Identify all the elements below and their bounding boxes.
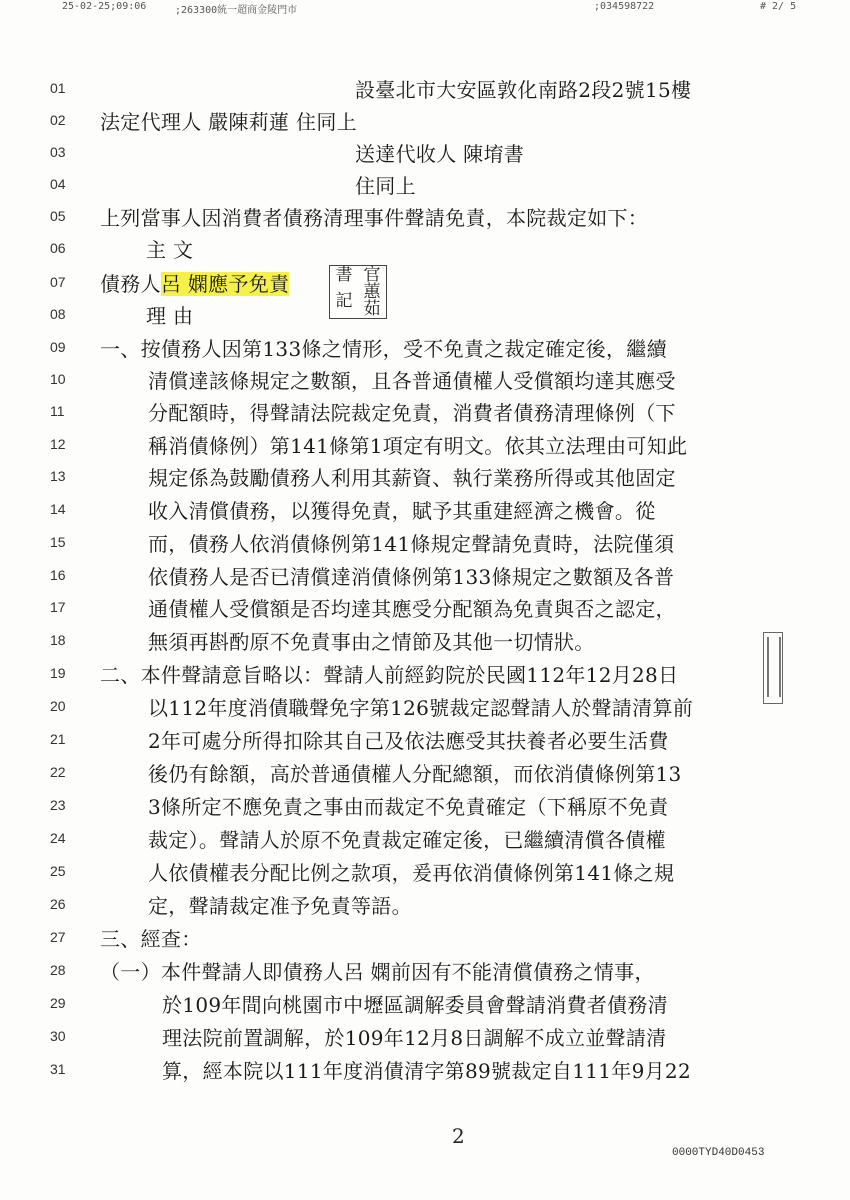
line-text: 2年可處分所得扣除其自己及依法應受其扶養者必要生活費 <box>148 729 669 753</box>
line-number: 21 <box>50 731 66 747</box>
document-line <box>0 989 850 1021</box>
line-text: 裁定）。聲請人於原不免責裁定確定後，已繼續清償各債權 <box>148 828 666 852</box>
clerk-seal-stamp <box>329 265 387 319</box>
line-text: 而，債務人依消債條例第141條規定聲請免責時，法院僅須 <box>148 532 675 556</box>
fax-sender: ;263300統一超商金陵門市 <box>175 5 298 16</box>
document-line <box>0 626 850 658</box>
fax-page-indicator: # 2/ 5 <box>760 1 797 12</box>
document-line <box>0 725 850 757</box>
document-line <box>0 495 850 527</box>
document-line <box>0 1055 850 1087</box>
document-line <box>0 234 850 266</box>
line-text: 法定代理人 嚴陳莉蓮 住同上 <box>100 110 357 134</box>
line-text: 三、經查： <box>100 927 202 951</box>
line-text: 二、本件聲請意旨略以：聲請人前經鈞院於民國112年12月28日 <box>100 663 679 687</box>
document-line <box>0 659 850 691</box>
fax-header <box>0 0 850 14</box>
line-number: 24 <box>50 830 66 846</box>
stamp-char-b: 茹 <box>363 299 381 319</box>
line-number: 25 <box>50 863 66 879</box>
line-text: 稱消債條例）第141條第1項定有明文。依其立法理由可知此 <box>148 434 688 458</box>
fax-number: ;034598722 <box>594 1 655 12</box>
line-text: 上列當事人因消費者債務清理事件聲請免責，本院裁定如下： <box>100 206 649 230</box>
line-text: 規定係為鼓勵債務人利用其薪資、執行業務所得或其他固定 <box>148 466 676 490</box>
line-text: 送達代收人 陳堉書 <box>355 142 525 166</box>
line-number: 01 <box>50 80 66 96</box>
ruling-highlight: 呂 嫻應予免責 <box>160 272 290 296</box>
line-number: 10 <box>50 371 66 387</box>
line-number: 09 <box>50 339 66 355</box>
document-line <box>0 890 850 922</box>
page-number: 2 <box>452 1124 465 1148</box>
line-number: 23 <box>50 797 66 813</box>
document-line <box>0 528 850 560</box>
line-text: 依債務人是否已清償達消債條例第133條規定之數額及各普 <box>148 565 675 589</box>
line-number: 02 <box>50 112 66 128</box>
stamp-char: 記 <box>335 290 353 311</box>
line-number: 20 <box>50 698 66 714</box>
line-text: 以112年度消債職聲免字第126號裁定認聲請人於聲請清算前 <box>148 696 694 720</box>
ruling-prefix: 債務人 <box>100 272 161 296</box>
line-number: 05 <box>50 208 66 224</box>
line-text: 住同上 <box>355 174 416 198</box>
line-number: 26 <box>50 896 66 912</box>
line-text: （一）本件聲請人即債務人呂 嫻前因有不能清償債務之情事， <box>100 960 655 984</box>
document-line <box>0 170 850 202</box>
document-line <box>0 138 850 170</box>
document-line <box>0 430 850 462</box>
stamp-char: 官 <box>363 264 381 285</box>
line-text: 收入清償債務，以獲得免責，賦予其重建經濟之機會。從 <box>148 499 656 523</box>
document-line <box>0 365 850 397</box>
line-number: 17 <box>50 599 66 615</box>
document-line <box>0 758 850 790</box>
document-line <box>0 202 850 234</box>
document-line <box>0 593 850 625</box>
section-heading: 理 由 <box>146 304 194 328</box>
line-number: 19 <box>50 665 66 681</box>
line-text: 定，聲請裁定准予免責等語。 <box>148 894 412 918</box>
line-number: 08 <box>50 306 66 322</box>
line-number: 14 <box>50 501 66 517</box>
document-line <box>0 692 850 724</box>
line-number: 16 <box>50 567 66 583</box>
line-number: 28 <box>50 962 66 978</box>
line-number: 27 <box>50 929 66 945</box>
line-text: 於109年間向桃園市中壢區調解委員會聲請消費者債務清 <box>162 993 668 1017</box>
line-number: 12 <box>50 436 66 452</box>
line-text: 無須再斟酌原不免責事由之情節及其他一切情狀。 <box>148 630 595 654</box>
document-line <box>0 857 850 889</box>
section-heading: 主 文 <box>146 238 194 262</box>
line-number: 13 <box>50 468 66 484</box>
document-line <box>0 106 850 138</box>
document-line <box>0 824 850 856</box>
margin-seal-mark <box>763 632 783 704</box>
line-text: 通債權人受償額是否均達其應受分配額為免責與否之認定， <box>148 597 676 621</box>
line-number: 04 <box>50 176 66 192</box>
line-text: 一、按債務人因第133條之情形，受不免責之裁定確定後，繼續 <box>100 337 667 361</box>
line-text: 設臺北市大安區敦化南路2段2號15樓 <box>355 78 692 102</box>
stamp-char-a: 蕙 <box>363 282 381 302</box>
line-text: 3條所定不應免責之事由而裁定不免責確定（下稱原不免責 <box>148 795 669 819</box>
line-number: 31 <box>50 1061 66 1077</box>
line-number: 11 <box>50 403 65 419</box>
line-text: 後仍有餘額，高於普通債權人分配總額，而依消債條例第13 <box>148 762 682 786</box>
line-text: 分配額時，得聲請法院裁定免責，消費者債務清理條例（下 <box>148 401 676 425</box>
line-number: 15 <box>50 534 66 550</box>
line-number: 22 <box>50 764 66 780</box>
document-line <box>0 791 850 823</box>
line-text: 清償達該條規定之數額，且各普通債權人受償額均達其應受 <box>148 369 676 393</box>
document-line <box>0 956 850 988</box>
line-text: 算，經本院以111年度消債清字第89號裁定自111年9月22 <box>162 1059 691 1083</box>
line-number: 29 <box>50 995 66 1011</box>
document-line <box>0 300 850 332</box>
document-line <box>0 333 850 365</box>
fax-datetime: 25-02-25;09:06 <box>62 1 147 12</box>
document-line <box>0 462 850 494</box>
line-number: 07 <box>50 274 66 290</box>
document-line <box>0 264 850 300</box>
document-line <box>0 397 850 429</box>
ruling-text <box>100 268 289 300</box>
line-number: 06 <box>50 240 66 256</box>
document-line <box>0 74 850 106</box>
document-code: 0000TYD40D0453 <box>672 1147 765 1159</box>
document-line <box>0 1022 850 1054</box>
line-number: 30 <box>50 1028 66 1044</box>
document-line <box>0 923 850 955</box>
line-text: 理法院前置調解，於109年12月8日調解不成立並聲請清 <box>162 1026 667 1050</box>
document-line <box>0 561 850 593</box>
stamp-char: 書 <box>335 264 353 285</box>
line-number: 18 <box>50 632 66 648</box>
line-text: 人依債權表分配比例之款項，爰再依消債條例第141條之規 <box>148 861 675 885</box>
line-number: 03 <box>50 144 66 160</box>
stamp-char <box>358 284 386 318</box>
